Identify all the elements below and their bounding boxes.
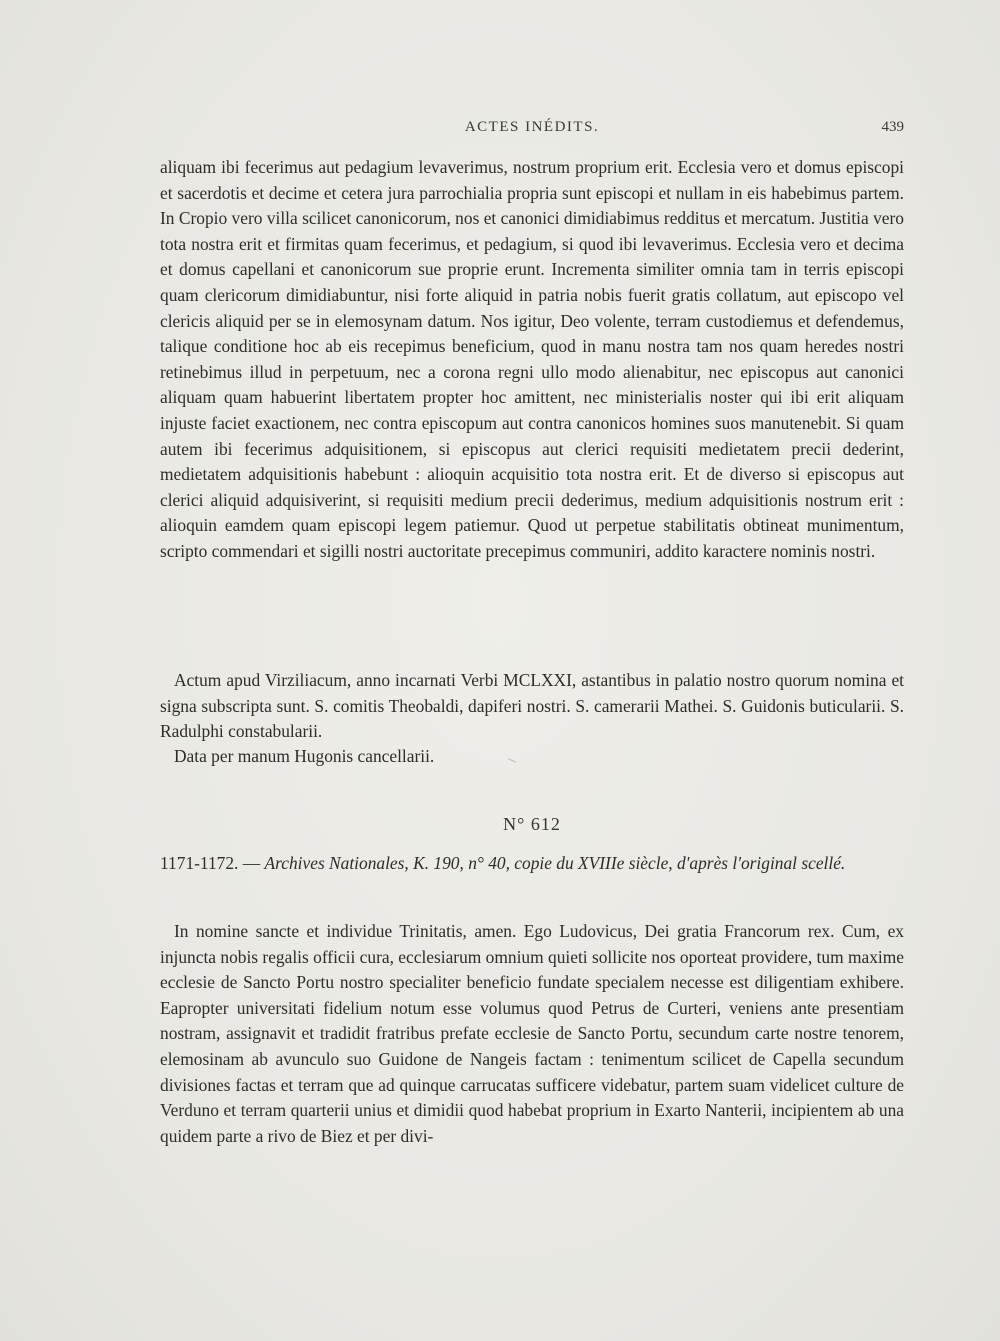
charter-611-data: Data per manum Hugonis cancellarii. <box>174 746 435 766</box>
charter-611-actum: Actum apud Virziliacum, anno incarnati Verbi MCLXXI, astantibus in palatio nostro quorum nomina et signa subscripta sunt. S. comitis Theobaldi, dapiferi nostri. S. camerarii Mathei. S. Guidonis buticularii. S. Radulphi constabularii. <box>160 670 904 742</box>
charter-612-source: Archives Nationales, K. 190, n° 40, copie du XVIIIe siècle, d'après l'original scellé. <box>264 853 846 873</box>
charter-611-continuation: aliquam ibi fecerimus aut pedagium levaverimus, nostrum proprium erit. Ecclesia vero et domus episcopi et sacerdotis et decime et cetera jura parrochialia propria sunt episcopi et nullam in eis habebimus partem. In Cropio vero villa scilicet canonicorum, nos et canonici dimidiabimus redditus et mercatum. Justitia vero tota nostra erit et firmitas quam fecerimus, et pedagium, si quod ibi levaverimus. Ecclesia vero et decima et domus capellani et canonicorum sue proprie erunt. Incrementa similiter omnia tam in terris episcopi quam clericorum dimidiabuntur, nisi forte aliquid in patria nobis fuerit gratis collatum, aut episcopo vel clericis aliquid per se in elemosynam datum. Nos igitur, Deo volente, terram custodiemus et defendemus, talique conditione hoc ab eis recepimus beneficium, quod in manu nostra tam nos quam heredes nostri retinebimus illud in perpetuum, nec a corona regni ullo modo alienabitur, nec episcopus aut canonici aliquam quam habuerint libertatem propter hoc amittent, nec ministerialis noster qui ibi erit aliquam injuste faciet exactionem, nec contra episcopum aut contra canonicos homines suos manutenebit. Si quam autem ibi fecerimus adquisitionem, si episcopus aut clerici requisiti medietatem precii dederint, medietatem adquisitionis habebunt : alioquin acquisitio tota nostra erit. Et de diverso si episcopus aut clerici aliquid adquisiverint, si requisiti medium precii dederimus, medium adquisitionis nostrum erit : alioquin eamdem quam episcopi legem patiemur. Quod ut perpetue stabilitatis obtineat munimentum, scripto commendari et sigilli nostri auctoritate precepimus communiri, addito karactere nominis nostri. <box>160 157 904 561</box>
charter-612-date: 1171-1172. <box>160 853 239 873</box>
page-number: 439 <box>881 119 904 135</box>
running-head <box>160 119 904 139</box>
charter-612-source-note <box>160 851 904 877</box>
charter-612-number: N° 612 <box>503 814 561 834</box>
charter-612-text: In nomine sancte et individue Trinitatis, amen. Ego Ludovicus, Dei gratia Francorum rex. Cum, ex injuncta nobis regalis officii cura, ecclesiarum omnium quieti sollicite nos oporteat providere, tum maxime ecclesie de Sancto Portu nostro specialiter beneficio fundate specialem necesse est diligentiam exhibere. Eapropter universitati fidelium notum esse volumus quod Petrus de Curteri, veniens ante presentiam nostram, assignavit et tradidit fratribus prefate ecclesie de Sancto Portu, secundum carte nostre tenorem, elemosinam ab avunculo suo Guidone de Nangeis factam : tenimentum scilicet de Capella secundum divisiones factas et terram que ad quinque carrucatas sufficere videbatur, partem suam videlicet culture de Verduno et terram quarterii unius et dimidii quod habebat proprium in Exarto Nanterii, incipientem ab una quidem parte a rivo de Biez et per divi- <box>160 921 904 1146</box>
running-title: ACTES INÉDITS. <box>464 119 600 135</box>
charter-612-dash: — <box>238 853 265 873</box>
